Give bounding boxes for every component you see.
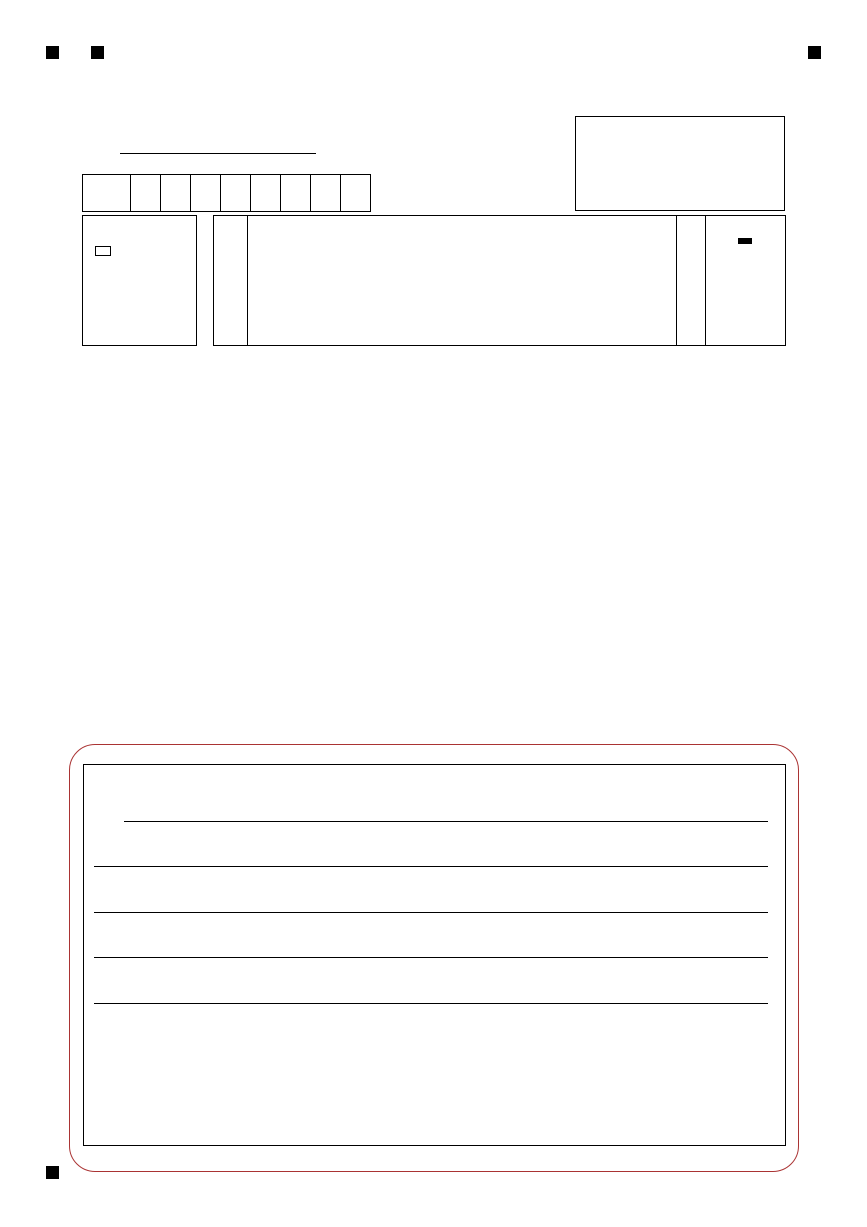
exam-id-cell[interactable] xyxy=(191,175,221,211)
notes-box xyxy=(213,215,786,346)
sample-body xyxy=(705,216,785,345)
exam-id-cell[interactable] xyxy=(221,175,251,211)
barcode-area xyxy=(575,116,785,211)
exam-id-cell[interactable] xyxy=(251,175,281,211)
corner-mark-top-right xyxy=(808,46,821,59)
corner-mark-bottom-left xyxy=(46,1166,59,1179)
exam-id-grid xyxy=(82,174,371,212)
answer-line[interactable] xyxy=(124,821,768,822)
exam-id-cell[interactable] xyxy=(161,175,191,211)
notes-heading xyxy=(214,216,248,345)
name-field[interactable] xyxy=(120,153,316,154)
absent-mark-box xyxy=(82,215,197,346)
exam-id-cell[interactable] xyxy=(281,175,311,211)
corner-mark-top-left-1 xyxy=(46,46,59,59)
exam-id-cell[interactable] xyxy=(131,175,161,211)
answer-line[interactable] xyxy=(94,912,768,913)
exam-id-label xyxy=(83,175,131,211)
exam-id-cell[interactable] xyxy=(311,175,341,211)
valid-fill-sample xyxy=(738,238,752,244)
corner-mark-top-left-2 xyxy=(91,46,104,59)
exam-id-cell[interactable] xyxy=(341,175,370,211)
sample-heading xyxy=(676,216,706,345)
absent-mark-bubble[interactable] xyxy=(95,246,111,256)
absent-mark-row xyxy=(85,244,194,258)
answer-line[interactable] xyxy=(94,1003,768,1004)
answer-line[interactable] xyxy=(94,866,768,867)
answer-line[interactable] xyxy=(94,957,768,958)
